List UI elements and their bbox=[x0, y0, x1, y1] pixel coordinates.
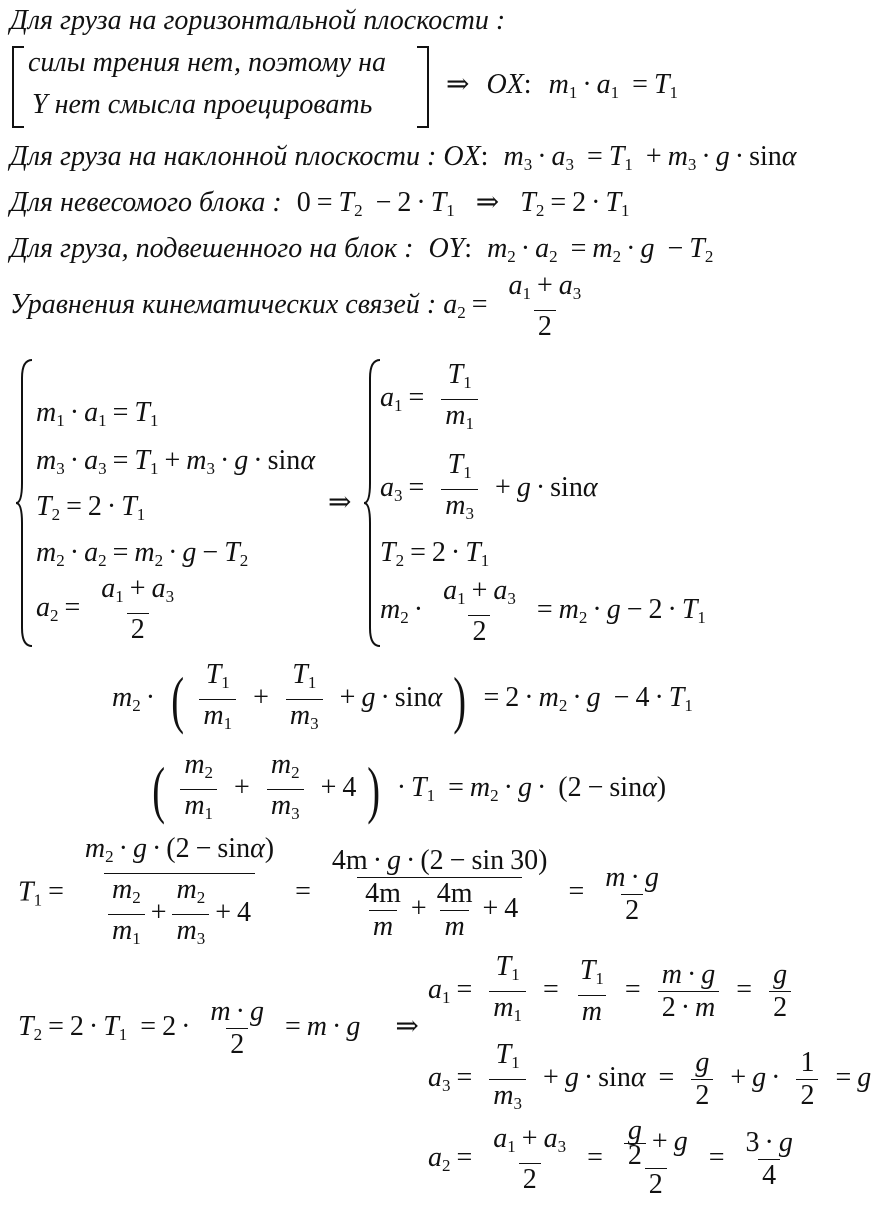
eq-substituted: $m_2$ · ( $\frac{T_1}{m_1}$ + $\frac{T_1}{m_3}$ + g · sinα ) = $2 \cdot m_2 \cdot g - 4 \cdot T_1$ bbox=[112, 660, 693, 743]
eq-hanging-oy: Для груза, подвешенного на блок : OY: $m_2 \cdot a_2 = m_2 \cdot g - T_2$ bbox=[10, 233, 714, 266]
sys2-eq4: $m_2$ · $\frac{a_1 + a_3}{2}$ = $m_2 \cdot g - 2 \cdot T_1$ bbox=[380, 575, 706, 647]
sys1-eq4: $m_2 \cdot a_2 = m_2 \cdot g - T_2$ bbox=[36, 537, 249, 570]
system-left-brace bbox=[14, 358, 36, 648]
note-line-2: Y нет смысла проецировать bbox=[32, 89, 373, 120]
eq-pulley: Для невесомого блока : $0 = T_2 - 2 \cdot T_1$ ⇒ $T_2 = 2 \cdot T_1$ bbox=[10, 187, 630, 220]
eq-horizontal-ox: ⇒ OX: $m_1 \cdot a_1 = T_1$ bbox=[446, 69, 679, 102]
eq-incline-ox: Для груза на наклонной плоскости : OX: $m_3 \cdot a_3 = T_1 + m_3 \cdot g \cdot \sin\alpha$ bbox=[10, 141, 797, 174]
eq-a2-result: $a_2$ = $\frac{a_1 + a_3}{2}$ = $\frac{g}{2}$ + g 2 = $\frac{3 \cdot g}{4}$ bbox=[428, 1114, 793, 1200]
sys1-eq2: $m_3 \cdot a_3 = T_1 + m_3 \cdot g \cdot \sin\alpha$ bbox=[36, 445, 316, 478]
sys1-eq3: $T_2 = 2 \cdot T_1$ bbox=[36, 491, 146, 524]
sys2-eq3: $T_2 = 2 \cdot T_1$ bbox=[380, 537, 490, 570]
eq-grouped: ( $\frac{m_2}{m_1}$ + $\frac{m_2}{m_3}$ + 4 ) · $T_1 = m_2 \cdot g \cdot (2 - \sin\alpha)$ bbox=[148, 750, 666, 833]
note-line-1: силы трения нет, поэтому на bbox=[28, 47, 386, 78]
sys2-eq1: $a_1$ = $\frac{T_1}{m_1}$ bbox=[380, 360, 482, 439]
sys1-eq5: $a_2$ = $\frac{a_1 + a_3}{2}$ bbox=[36, 573, 175, 645]
note-right-bracket bbox=[417, 46, 429, 128]
eq-t1-result: $T_1$ = $m_2 \cdot g \cdot (2 - \sin\alpha)$ $\frac{m_2}{m_1}$ + $\frac{m_2}{m_3}$ + 4 = 4m · g · (2 − sin 30) $\frac{4m}{m}$ + $\frac{4m}{m}$ + 4 = $\frac{m \cdot g}{2}$ bbox=[18, 834, 667, 955]
horizontal-plane-heading: Для груза на горизонтальной плоскости : bbox=[10, 5, 506, 36]
sys2-eq2: $a_3$ = $\frac{T_1}{m_3}$ + g · sinα bbox=[380, 450, 598, 529]
eq-kinematic: Уравнения кинематических связей : $a_2$ = $\frac{a_1 + a_3}{2}$ bbox=[10, 270, 582, 343]
eq-t2-result: $T_2 = 2 \cdot T_1 = 2$ · $\frac{m \cdot g}{2}$ = m · g ⇒ bbox=[18, 996, 419, 1061]
eq-a3-result: $a_3$ = $\frac{T_1}{m_3}$ + g · sinα = $\frac{g}{2}$ + g · $\frac{1}{2}$ = g bbox=[428, 1040, 871, 1119]
note-left-bracket bbox=[12, 46, 24, 128]
sys1-eq1: $m_1 \cdot a_1 = T_1$ bbox=[36, 397, 159, 430]
systems-arrow: ⇒ bbox=[328, 487, 352, 518]
eq-a1-result: $a_1$ = $\frac{T_1}{m_1}$ = $\frac{T_1}{m}$ = $\frac{m \cdot g}{2 \cdot m}$ = $\frac{g}{2}$ bbox=[428, 952, 795, 1031]
